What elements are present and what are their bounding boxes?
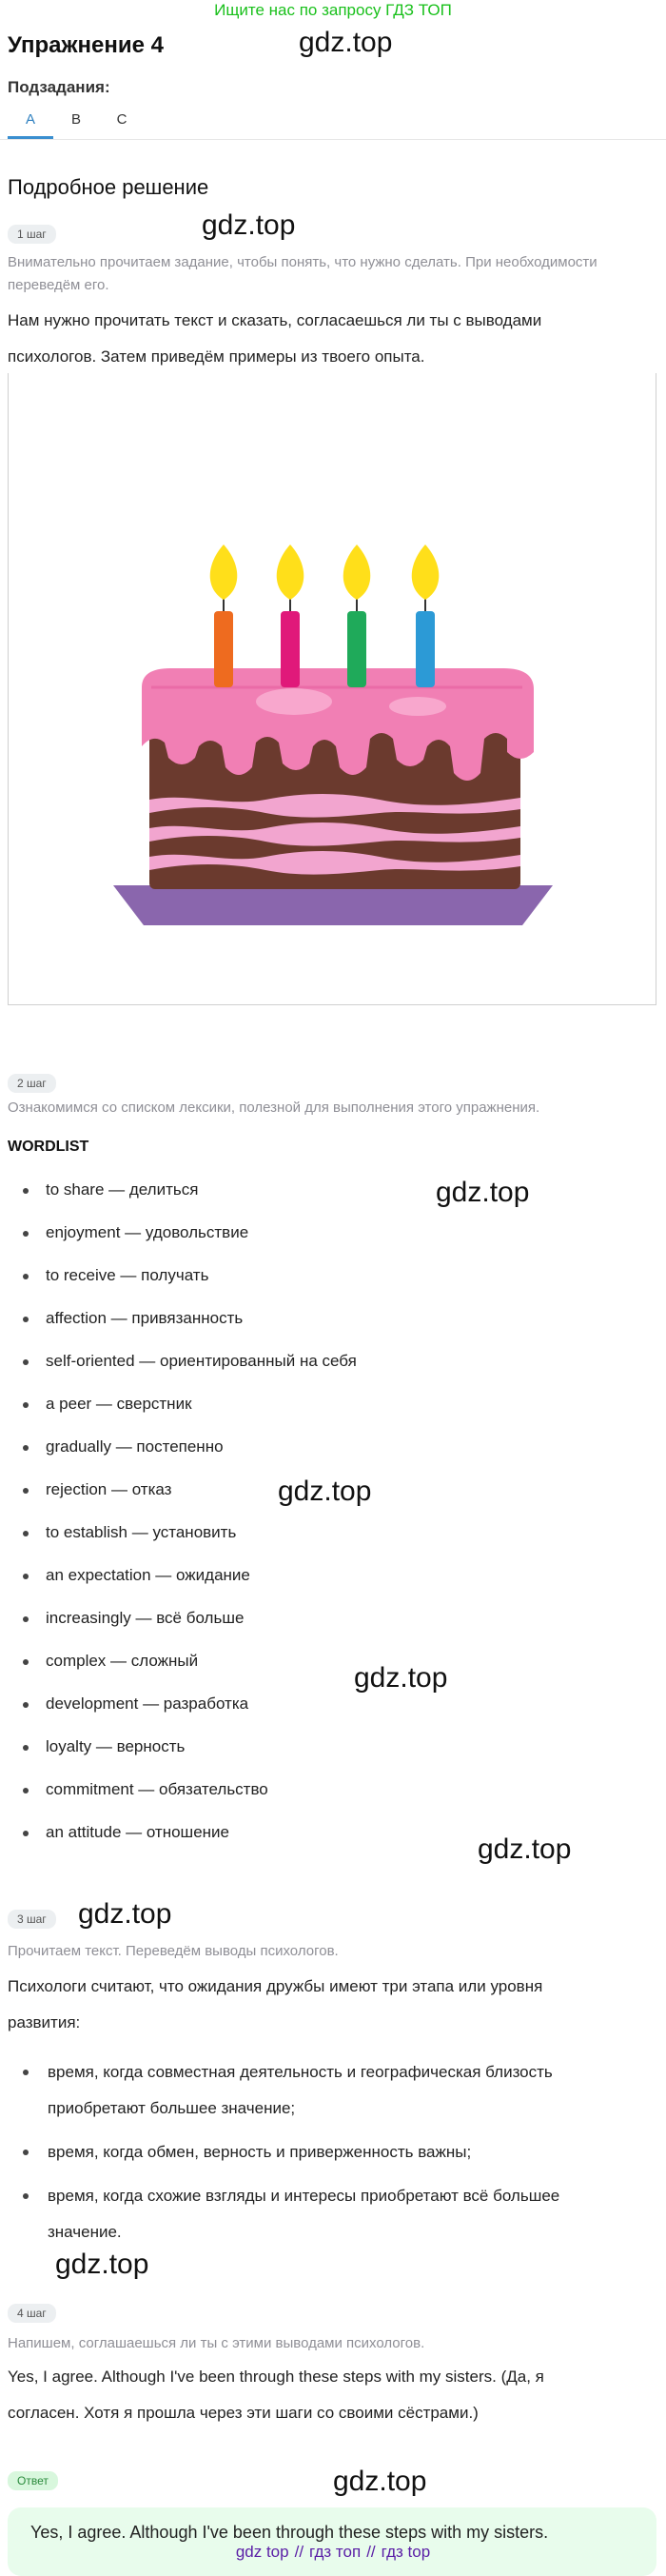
list-item xyxy=(0,2178,637,2250)
tab-c[interactable]: C xyxy=(116,111,127,128)
step-badge: 4 шаг xyxy=(8,2304,56,2323)
list-item xyxy=(0,2134,637,2170)
step-badge: 3 шаг xyxy=(8,1910,56,1929)
step-hint: Прочитаем текст. Переведём выводы психологов. xyxy=(8,1943,339,1959)
tabs-divider xyxy=(0,139,666,140)
step-text xyxy=(8,2359,655,2431)
word-entry: to share — делиться xyxy=(46,1180,199,1199)
bullet-line: приобретают большее значение; xyxy=(48,2099,296,2117)
word-entry: rejection — отказ xyxy=(46,1480,172,1498)
watermark: gdz.top xyxy=(436,1177,530,1208)
list-item xyxy=(0,2054,637,2127)
word-entry: an attitude — отношение xyxy=(46,1823,229,1841)
subtask-tabs xyxy=(8,107,145,139)
word-entry: a peer — сверстник xyxy=(46,1395,192,1413)
text-line: психологов. Затем приведём примеры из твоего опыта. xyxy=(8,347,425,366)
text-line: Нам нужно прочитать текст и сказать, согласаешься ли ты с выводами xyxy=(8,311,542,329)
word-entry: to receive — получать xyxy=(46,1266,209,1284)
word-entry: commitment — обязательство xyxy=(46,1780,268,1798)
solution-title: Подробное решение xyxy=(8,175,209,199)
watermark: gdz.top xyxy=(354,1662,448,1694)
word-entry: self-oriented — ориентированный на себя xyxy=(46,1352,357,1370)
word-entry: an expectation — ожидание xyxy=(46,1566,250,1584)
answer-box xyxy=(8,2507,656,2576)
hint-line: Внимательно прочитаем задание, чтобы понять, что нужно сделать. При необходимости xyxy=(8,254,597,270)
hint-line: переведём его. xyxy=(8,277,109,293)
bullet-line: время, когда совместная деятельность и географическая близость xyxy=(48,2063,553,2081)
step-hint: Ознакомимся со списком лексики, полезной для выполнения этого упражнения. xyxy=(8,1100,540,1116)
top-banner: Ищите нас по запросу ГДЗ ТОП xyxy=(214,1,452,19)
step-text xyxy=(8,303,655,375)
bullet-line: время, когда обмен, верность и приверженность важны; xyxy=(48,2143,472,2161)
footer-separator: // xyxy=(366,2543,376,2561)
conclusions-list xyxy=(0,2054,637,2250)
page-title: Упражнение 4 xyxy=(8,32,164,58)
watermark: gdz.top xyxy=(202,209,296,241)
word-entry: development — разработка xyxy=(46,1694,249,1713)
step-badge: 2 шаг xyxy=(8,1074,56,1093)
tab-b[interactable]: B xyxy=(70,111,81,128)
tab-a[interactable]: A xyxy=(8,107,53,139)
step-hint xyxy=(8,251,655,297)
step-text xyxy=(8,1969,655,2041)
bullet-line: значение. xyxy=(48,2223,122,2241)
word-entry: to establish — установить xyxy=(46,1523,237,1541)
text-line: Психологи считают, что ожидания дружбы имеют три этапа или уровня xyxy=(8,1977,543,1995)
text-line: Yes, I agree. Although I've been through these steps with my sisters. (Да, я xyxy=(8,2368,544,2386)
text-line: согласен. Хотя я прошла через эти шаги со своими сёстрами.) xyxy=(8,2404,479,2422)
word-entry: gradually — постепенно xyxy=(46,1437,224,1456)
word-entry: loyalty — верность xyxy=(46,1737,186,1755)
footer-link-gdz-top-mixed[interactable]: гдз top xyxy=(381,2543,431,2561)
watermark: gdz.top xyxy=(333,2466,427,2497)
watermark: gdz.top xyxy=(55,2249,149,2280)
cake-image xyxy=(8,373,656,1005)
answer-badge: Ответ xyxy=(8,2471,58,2490)
bullet-line: время, когда схожие взгляды и интересы приобретают всё большее xyxy=(48,2187,560,2205)
footer-links xyxy=(0,2543,666,2562)
word-entry: complex — сложный xyxy=(46,1652,199,1670)
watermark: gdz.top xyxy=(478,1833,572,1865)
footer-link-gdz-top-ru[interactable]: гдз топ xyxy=(309,2543,362,2561)
watermark: gdz.top xyxy=(278,1476,372,1507)
subtasks-label: Подзадания: xyxy=(8,78,110,96)
watermark: gdz.top xyxy=(299,27,393,58)
step-hint: Напишем, соглашаешься ли ты с этими выводами психологов. xyxy=(8,2335,425,2351)
answer-text: Yes, I agree. Although I've been through these steps with my sisters. xyxy=(30,2523,549,2542)
word-entry: increasingly — всё больше xyxy=(46,1609,245,1627)
watermark: gdz.top xyxy=(78,1898,172,1930)
footer-link-gdz-top[interactable]: gdz top xyxy=(235,2543,289,2561)
step-badge: 1 шаг xyxy=(8,225,56,244)
birthday-cake-icon xyxy=(9,373,656,1003)
word-entry: affection — привязанность xyxy=(46,1309,244,1327)
text-line: развития: xyxy=(8,2013,81,2031)
footer-separator: // xyxy=(294,2543,304,2561)
word-entry: enjoyment — удовольствие xyxy=(46,1223,249,1241)
wordlist-title: WORDLIST xyxy=(8,1139,89,1155)
